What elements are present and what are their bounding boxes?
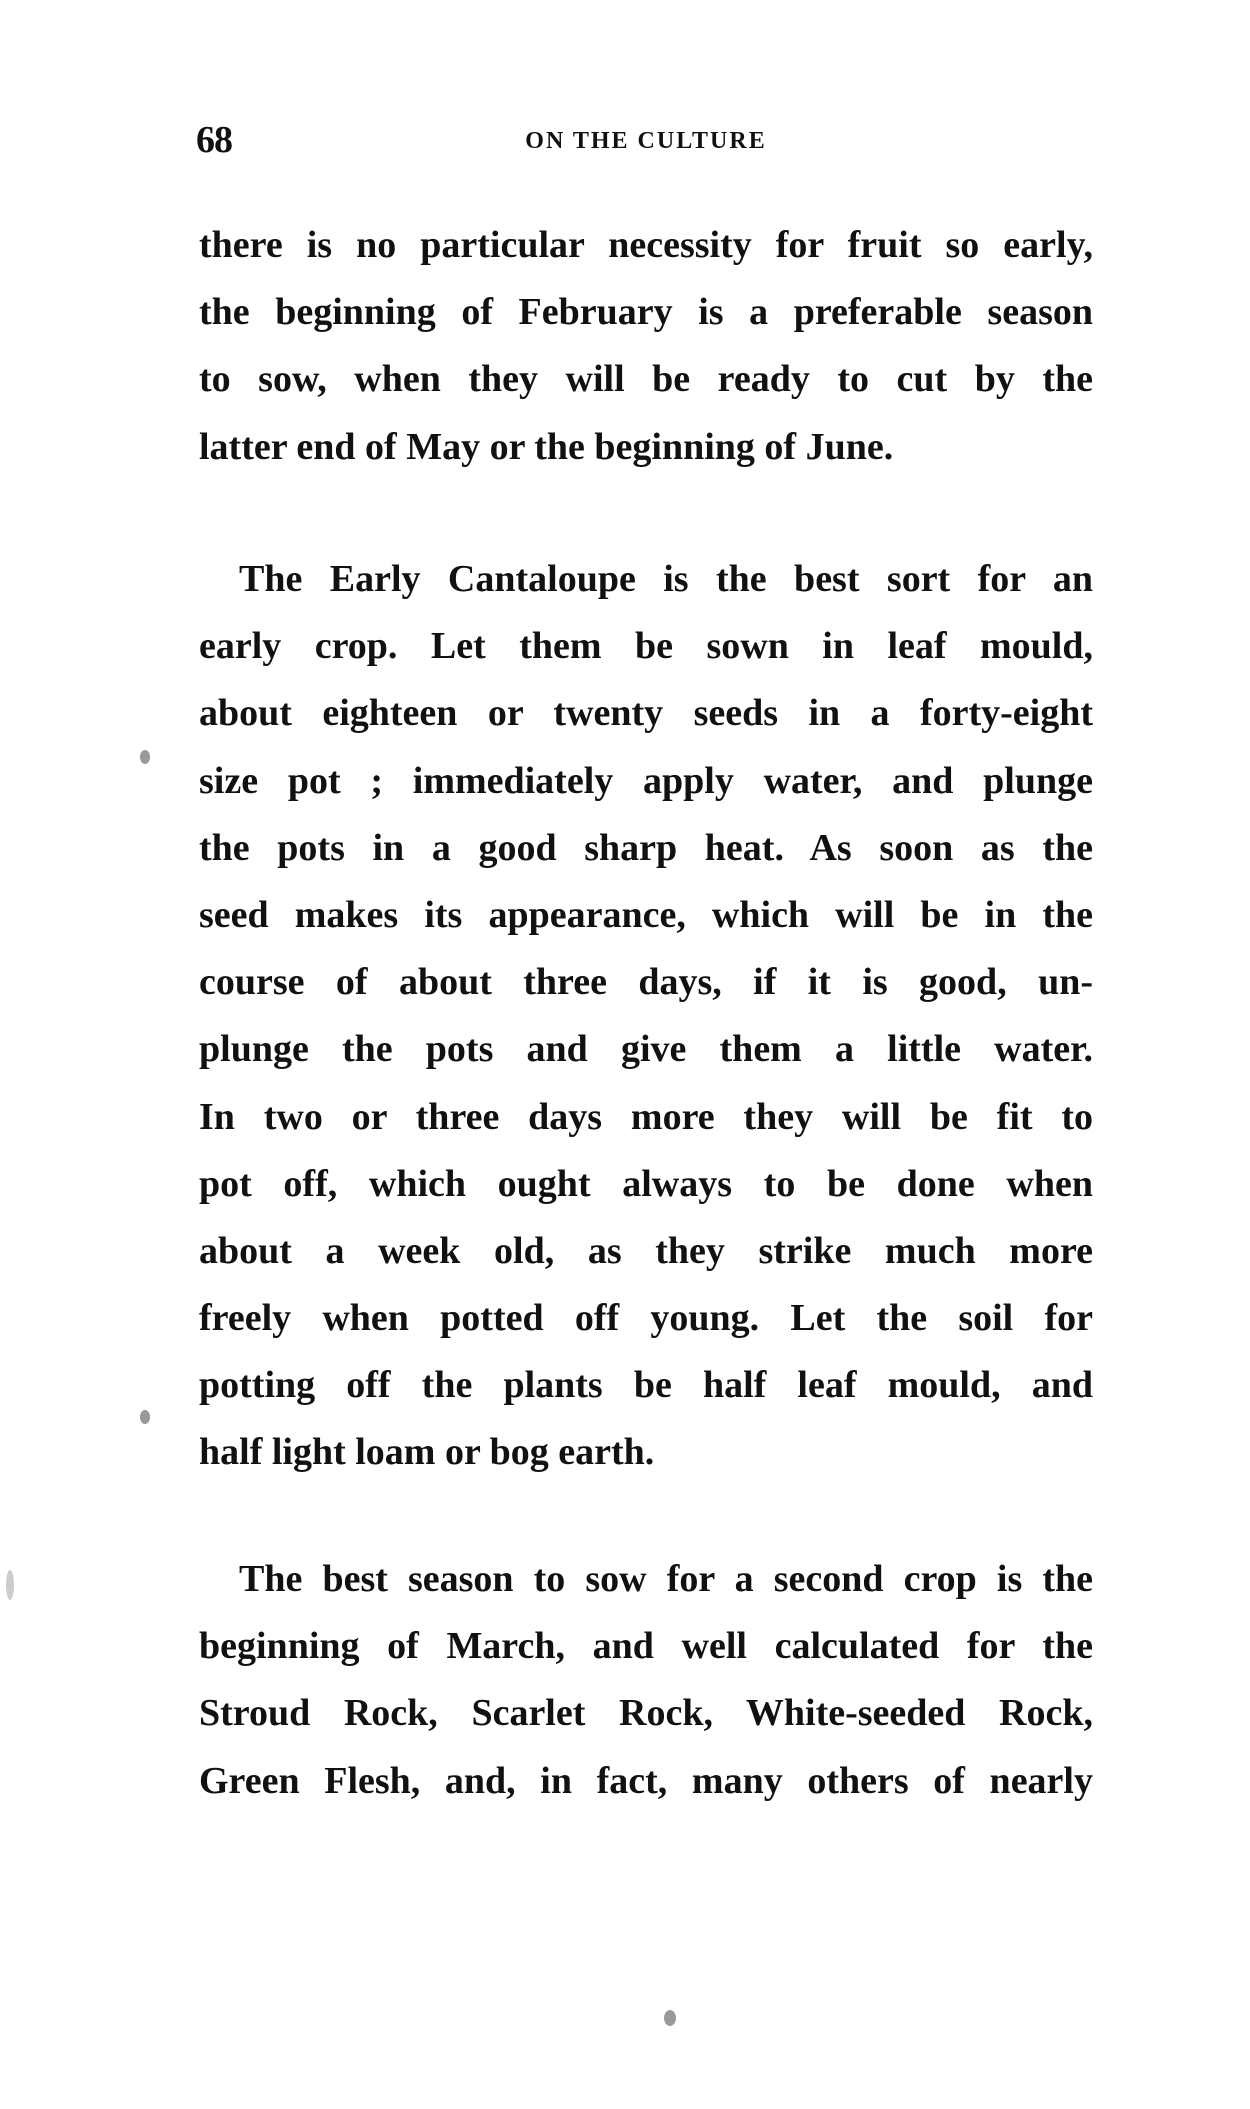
text-line: to sow, when they will be ready to cut by the: [199, 358, 1093, 401]
text-line: plunge the pots and give them a little water.: [199, 1028, 1093, 1071]
paragraph-3: [199, 1546, 1093, 1815]
text-line: size pot ; immediately apply water, and plunge: [199, 759, 1093, 802]
paragraph-1: [199, 212, 1093, 481]
text-line: The Early Cantaloupe is the best sort for an: [239, 558, 1093, 600]
text-line: the beginning of February is a preferable season: [199, 291, 1093, 334]
running-head: ON THE CULTURE: [525, 128, 767, 154]
text-line: pot off, which ought always to be done when: [199, 1162, 1093, 1205]
text-line: The best season to sow for a second crop is the: [239, 1558, 1093, 1600]
paragraph-2: [199, 546, 1093, 1487]
text-line: there is no particular necessity for fruit so early,: [199, 224, 1093, 266]
text-line: seed makes its appearance, which will be in the: [199, 893, 1093, 936]
text-line: latter end of May or the beginning of June.: [199, 425, 894, 468]
scan-speck: [6, 1570, 14, 1600]
text-line: potting off the plants be half leaf mould, and: [199, 1364, 1093, 1407]
page-header: [196, 118, 1096, 168]
text-line: course of about three days, if it is good, un-: [199, 961, 1093, 1004]
page-number: 68: [196, 119, 232, 161]
text-line: In two or three days more they will be fit to: [199, 1095, 1093, 1138]
scan-speck: [140, 1410, 150, 1424]
scan-speck: [140, 750, 150, 764]
text-line: Green Flesh, and, in fact, many others of nearly: [199, 1759, 1093, 1802]
scan-speck: [664, 2010, 676, 2026]
text-line: about a week old, as they strike much more: [199, 1229, 1093, 1272]
text-line: half light loam or bog earth.: [199, 1431, 655, 1474]
text-line: freely when potted off young. Let the soil for: [199, 1297, 1093, 1340]
text-line: early crop. Let them be sown in leaf mould,: [199, 625, 1093, 668]
text-line: beginning of March, and well calculated for the: [199, 1625, 1093, 1668]
text-line: the pots in a good sharp heat. As soon as the: [199, 826, 1093, 869]
text-line: Stroud Rock, Scarlet Rock, White-seeded Rock,: [199, 1692, 1093, 1735]
text-line: about eighteen or twenty seeds in a forty-eight: [199, 692, 1093, 735]
